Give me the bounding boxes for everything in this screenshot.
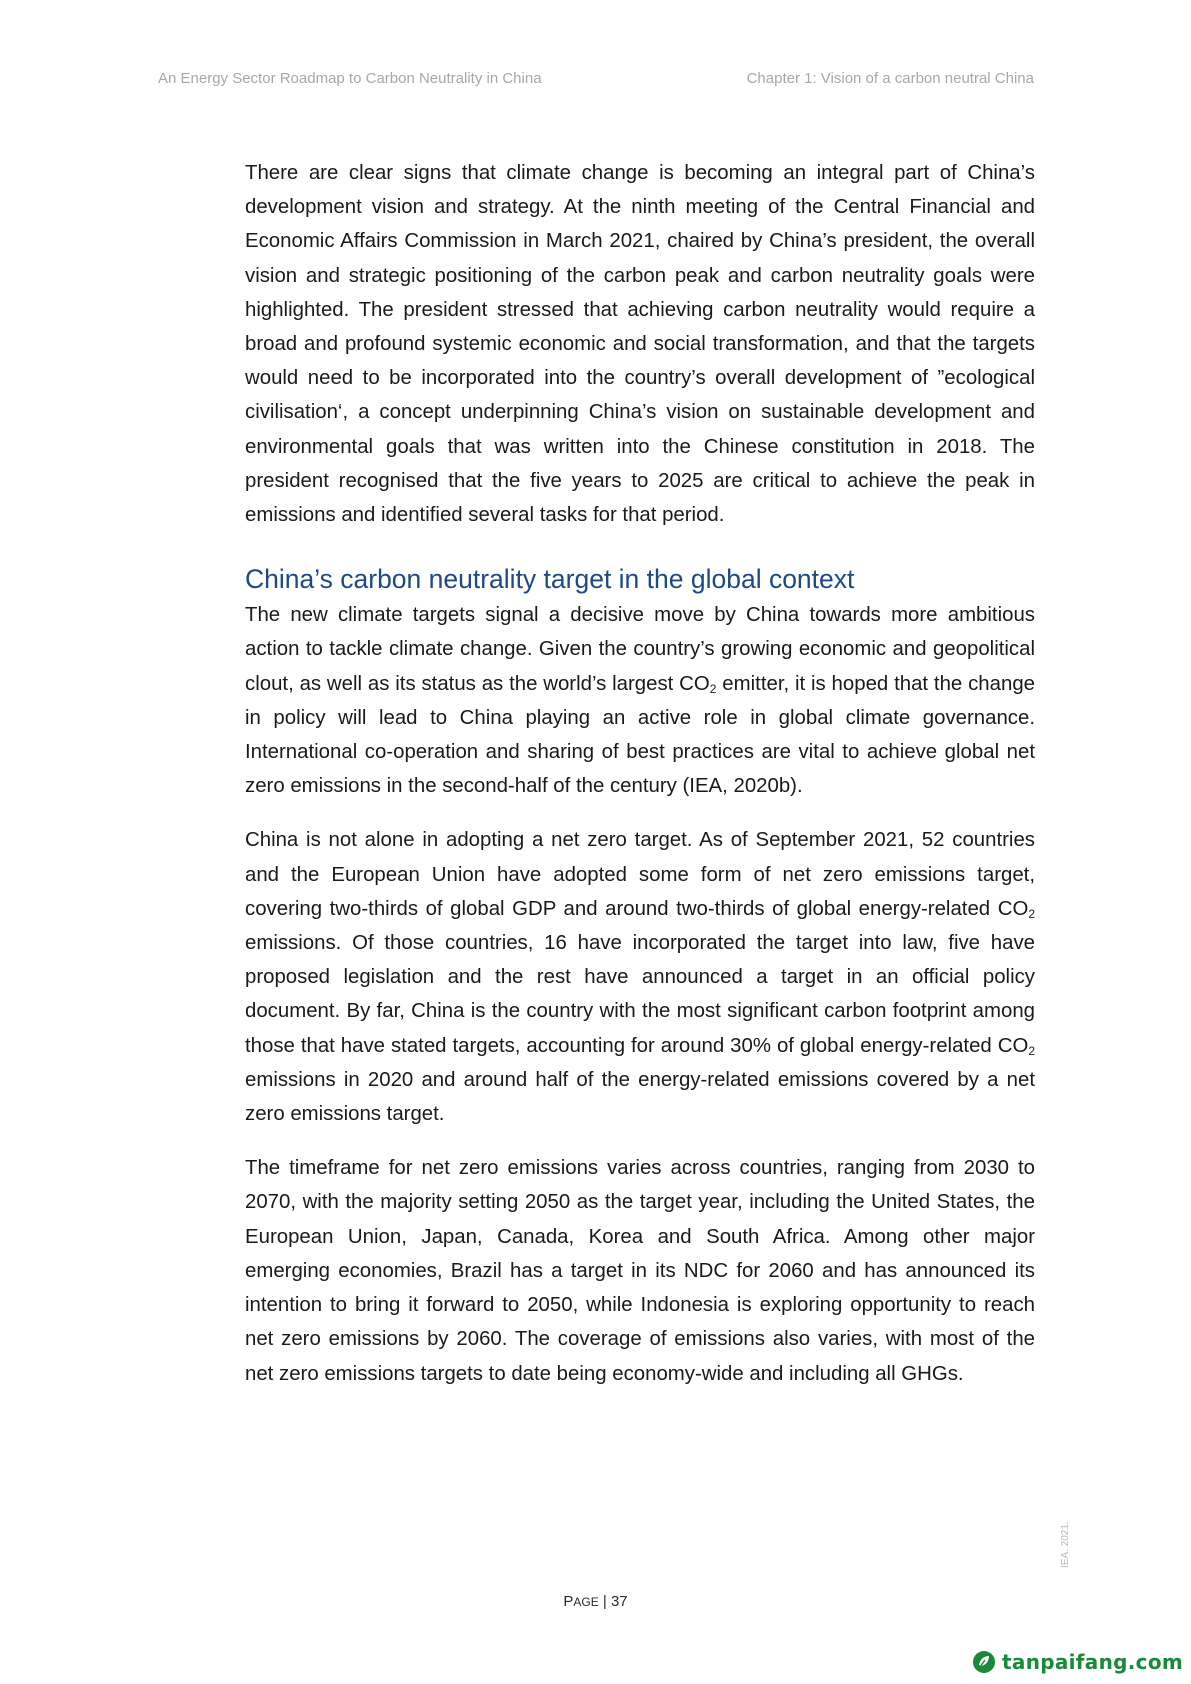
text-run: China is not alone in adopting a net zero target. As of September 2021, 52 countries and the European Union have adopted some form of net zero emissions target, covering two-thirds of global GDP and around two-thirds of global energy-related CO <box>245 829 1035 920</box>
page-label-first: P <box>563 1593 574 1610</box>
text-run: emitter, it is hoped that the change in policy will lead to China playing an active role in global climate governance. International co-operation and sharing of best practices are vital to achieve global net zero emissions in the second-half of the century (IEA, 2020b). <box>245 672 1036 798</box>
subscript-2: 2 <box>709 681 717 696</box>
text-run: The new climate targets signal a decisive move by China towards more ambitious action to tackle climate change. Given the country’s growing economic and geopolitical clout, as well as its status as the world’s largest CO <box>245 604 1035 695</box>
paragraph-net-zero-countries <box>245 823 1035 1131</box>
leaf-logo-icon <box>972 1650 996 1674</box>
text-run: emissions in 2020 and around half of the energy-related emissions covered by a net zero emissions target. <box>245 1068 1035 1126</box>
copyright-notice: IEA. 2021. <box>1060 1521 1071 1568</box>
paragraph-timeframe: The timeframe for net zero emissions varies across countries, ranging from 2030 to 2070, with the majority setting 2050 as the target year, including the United States, the European Union, Japan, Canada, Korea and South Africa. Among other major emerging economies, Brazil has a target in its NDC for 2060 and has announced its intention to bring it forward to 2050, while Indonesia is exploring opportunity to reach net zero emissions by 2060. The coverage of emissions also varies, with most of the net zero emissions targets to date being economy-wide and including all GHGs. <box>245 1157 1035 1385</box>
subscript-2: 2 <box>1028 1043 1035 1058</box>
watermark-text: tanpaifang.com <box>1002 1650 1183 1674</box>
text-run: emissions. Of those countries, 16 have incorporated the target into law, five have proposed legislation and the rest have announced a target in an official policy document. By far, China is the country with the most significant carbon footprint among those that have stated targets, accounting for around 30% of global energy-related CO <box>245 932 1035 1057</box>
page-label-rest: AGE <box>573 1595 599 1609</box>
body-column <box>245 156 1035 1411</box>
section-heading: China’s carbon neutrality target in the global context <box>245 564 855 595</box>
running-header-title: An Energy Sector Roadmap to Carbon Neutrality in China <box>158 70 542 87</box>
page-number <box>0 1593 1191 1610</box>
page-separator: | <box>598 1593 611 1610</box>
paragraph-climate-vision: There are clear signs that climate change is becoming an integral part of China’s development vision and strategy. At the ninth meeting of the Central Financial and Economic Affairs Commission in March 2021, chaired by China’s president, the overall vision and strategic positioning of the carbon peak and carbon neutrality goals were highlighted. The president stressed that achieving carbon neutrality would require a broad and profound systemic economic and social transformation, and that the targets would need to be incorporated into the country’s overall development of ”ecological civilisation‘, a concept underpinning China’s vision on sustainable development and environmental goals that was written into the Chinese constitution in 2018. The president recognised that the five years to 2025 are critical to achieve the peak in emissions and identified several tasks for that period. <box>245 162 1035 527</box>
subscript-2: 2 <box>1028 906 1035 921</box>
running-header-chapter: Chapter 1: Vision of a carbon neutral China <box>746 70 1034 87</box>
watermark <box>972 1650 1183 1674</box>
paragraph-new-targets <box>245 598 1035 803</box>
page-number-value: 37 <box>610 1593 628 1610</box>
